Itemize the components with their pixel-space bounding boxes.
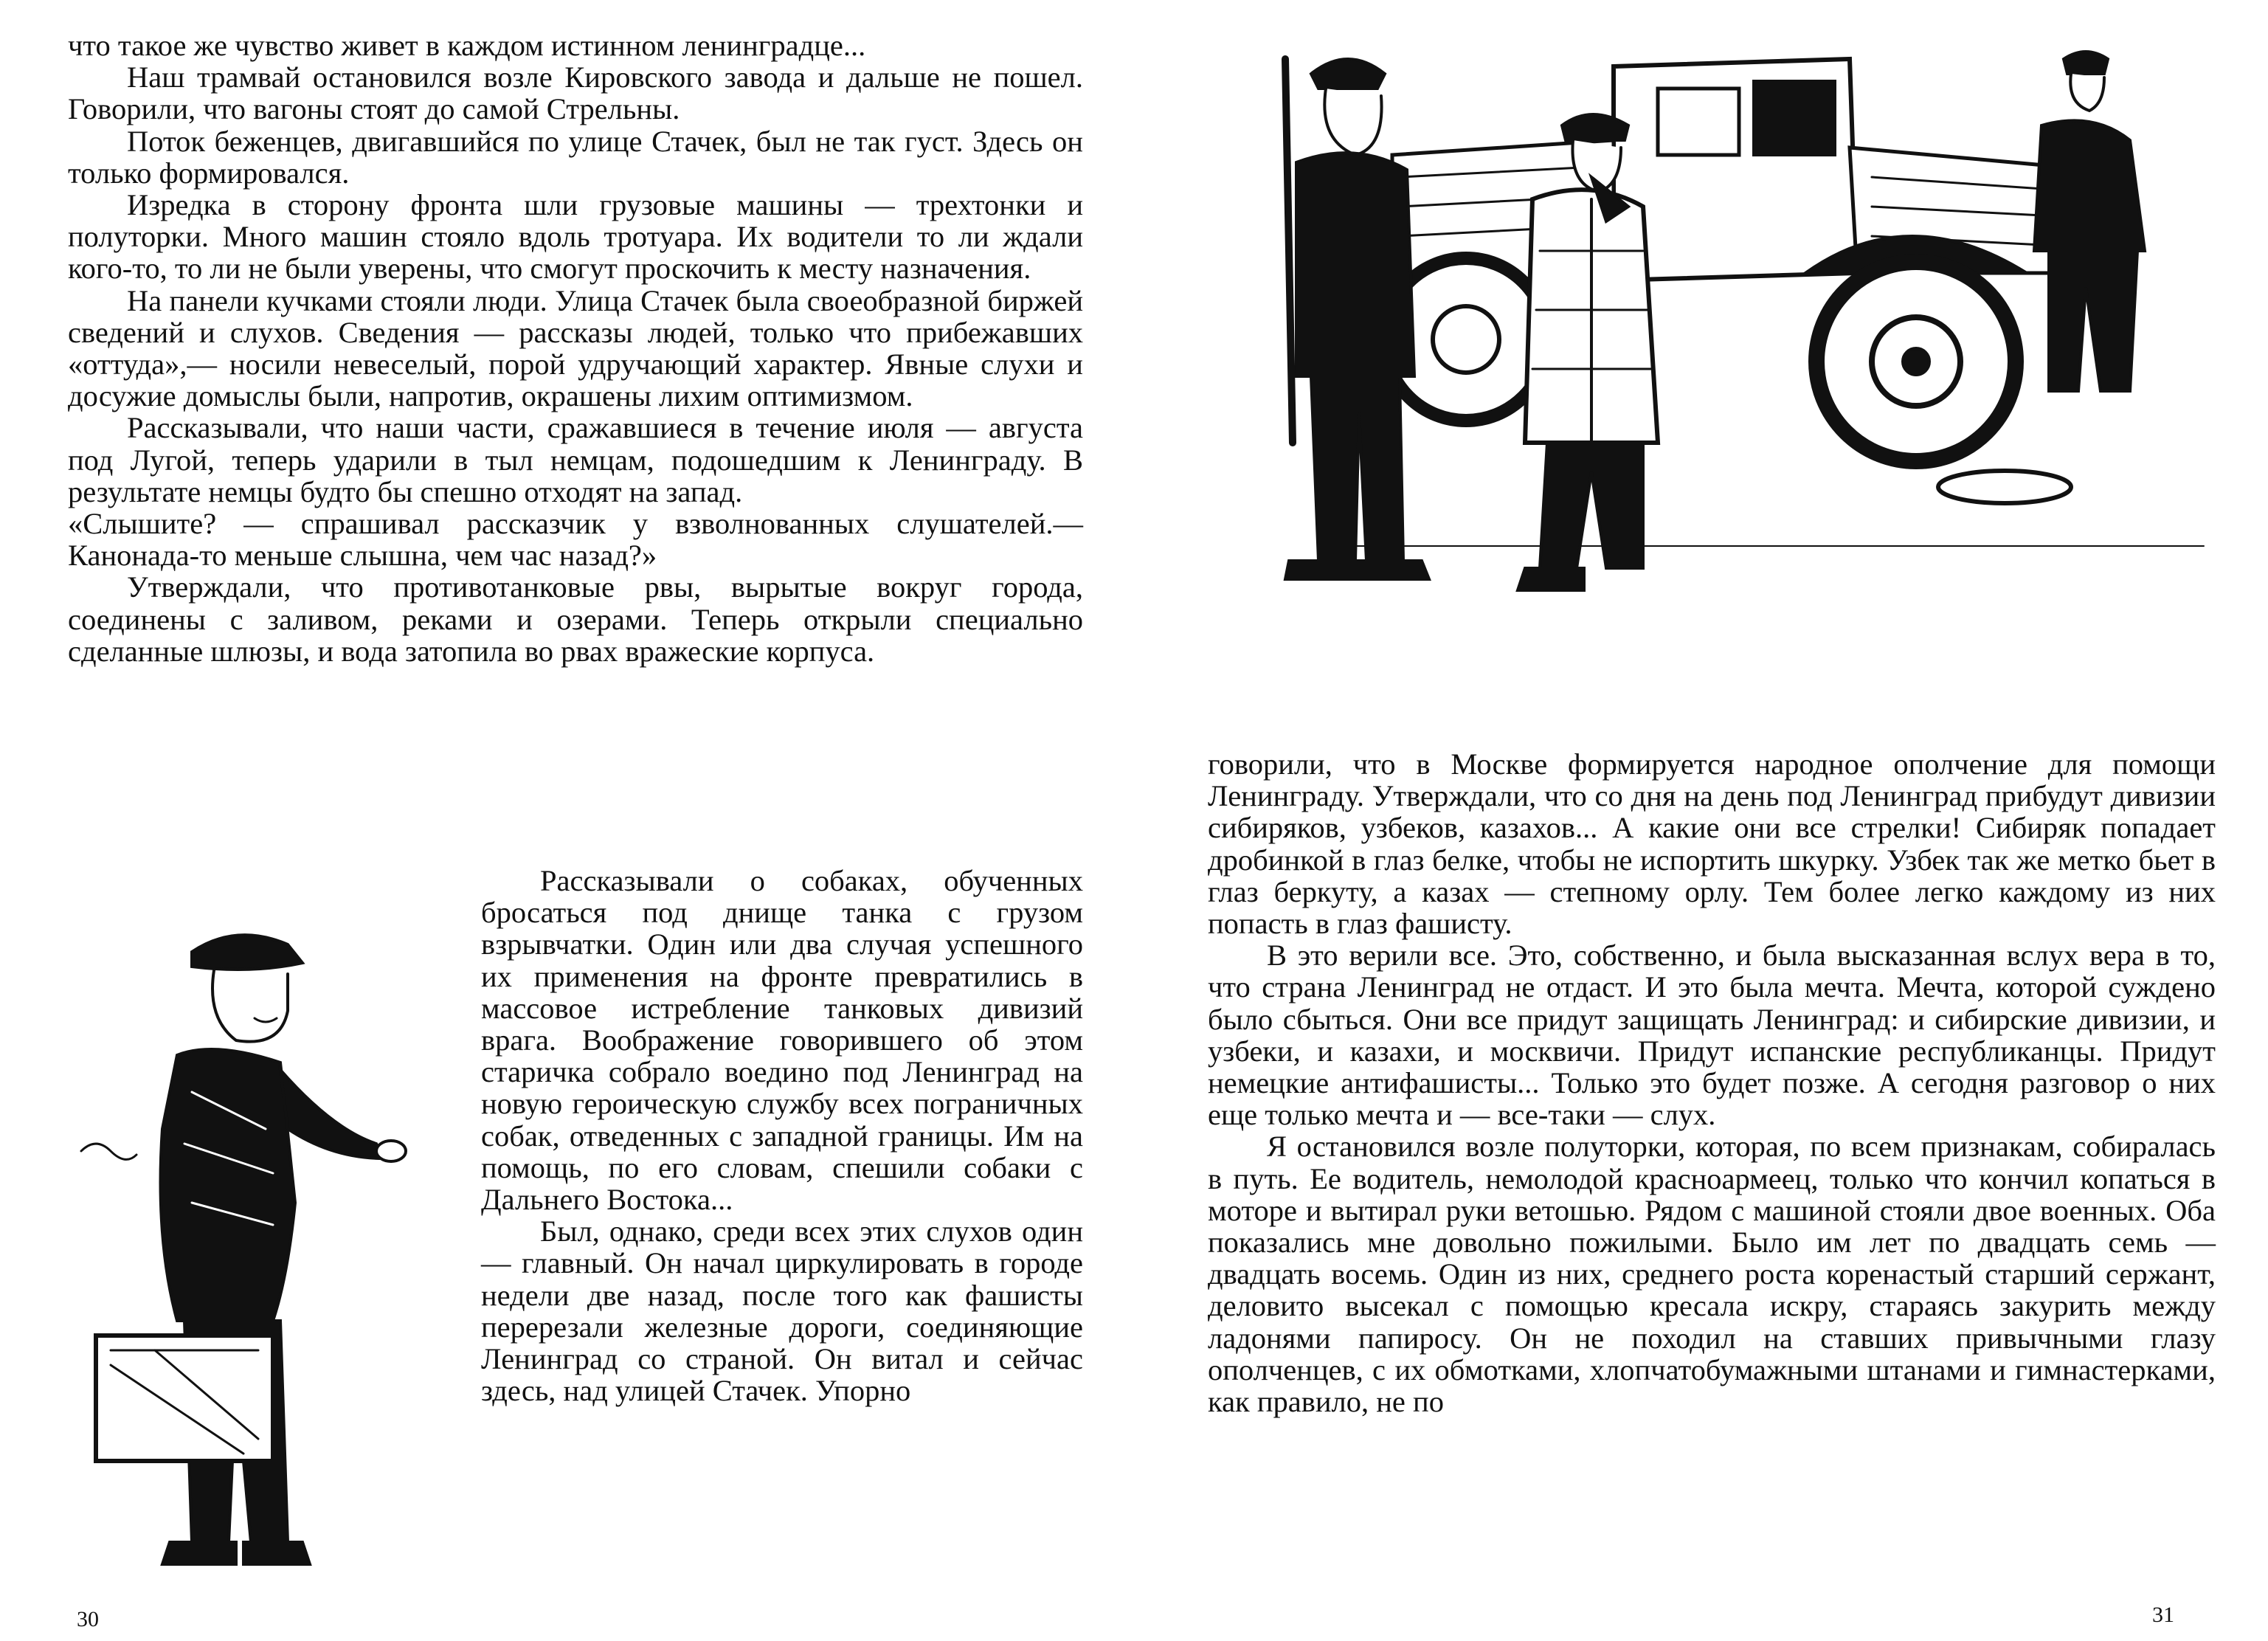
paragraph: На панели кучками стояли люди. Улица Стачек была своеобразной биржей сведений и слухов. Сведения — рассказы людей, только что прибежавших «оттуда»,— носили невеселый, порой удручающий характер. Явные слухи и досужие домыслы были, напротив, окрашены лихим оптимизмом.: [68, 283, 1083, 413]
illustration-soldiers-and-truck: [1245, 30, 2233, 605]
left-page-text-top: [68, 30, 1083, 667]
illustration-man-with-suitcase: [66, 908, 413, 1572]
paragraph: Утверждали, что противотанковые рвы, вырытые вокруг города, соединены с заливом, реками и озерами. Теперь открыли специально сделанные шлюзы, и вода затопила во рвах вражеские корпуса.: [68, 570, 1083, 668]
paragraph: Поток беженцев, двигавшийся по улице Стачек, был не так густ. Здесь он только формировался.: [68, 124, 1083, 190]
page-number: 31: [2152, 1603, 2174, 1627]
paragraph: говорили, что в Москве формируется народное ополчение для помощи Ленинграду. Утверждали, что со дня на день под Ленинград прибудут дивизии сибиряков, узбеков, казахов... А какие они все стрелки! Сибиряк попадает дробинкой в глаз белке, чтобы не испортить шкурку. Узбек так же метко бьет в глаз беркуту, а казах — степному орлу. Тем более легко каждому из них попасть в глаз фашисту.: [1208, 747, 2216, 941]
right-page: [1134, 0, 2268, 1641]
page-number: 30: [77, 1607, 99, 1631]
paragraph: Рассказывали о собаках, обученных бросаться под днище танка с грузом взрывчатки. Один или два случая успешного их применения на фронте превратились в массовое истребление танковых дивизий врага. Воображение говорившего об этом старичка собрало воедино под Ленинград на новую героическую службу всех пограничных собак, отведенных с западной границы. Им на помощь, по его словам, спешили собаки с Дальнего Востока...: [481, 864, 1083, 1217]
paragraph: Я остановился возле полуторки, которая, по всем признакам, собиралась в путь. Ее водитель, немолодой красноармеец, только что кончил копаться в моторе и вытирал руки ветошью. Рядом с машиной стояли двое военных. Оба показались мне довольно пожилыми. Было им лет по двадцать семь — двадцать восемь. Один из них, среднего роста коренастый старший сержант, деловито высекал с помощью кресала искру, стараясь закурить между ладонями папиросу. Он не походил на ставших привычными глазу ополченцев, с их обмотками, хлопчатобумажными штанами и гимнастерками, как правило, не по: [1208, 1130, 2216, 1419]
paragraph: Рассказывали, что наши части, сражавшиеся в течение июля — августа под Лугой, теперь ударили в тыл немцам, подошедшим к Ленинграду. В результате немцы будто бы спешно отходят на запад.: [68, 411, 1083, 508]
paragraph: В это верили все. Это, собственно, и была высказанная вслух вера в то, что страна Ленинград не отдаст. И это была мечта. Мечта, которой суждено было сбыться. Они все придут защищать Ленинград: и сибирские дивизии, и узбеки, и казахи, и москвичи. Придут испанские республиканцы. Придут немецкие антифашисты... Только это будет позже. А сегодня разговор о них еще только мечта и — все-таки — слух.: [1208, 939, 2216, 1132]
paragraph: Изредка в сторону фронта шли грузовые машины — трехтонки и полуторки. Много машин стояло вдоль тротуара. Их водители то ли ждали кого-то, то ли не были уверены, что смогут проскочить к месту назначения.: [68, 188, 1083, 286]
left-page-text-column: [481, 865, 1083, 1406]
paragraph: Наш трамвай остановился возле Кировского завода и дальше не пошел. Говорили, что вагоны стоят до самой Стрельны.: [68, 61, 1083, 126]
right-page-text: [1208, 748, 2216, 1417]
paragraph: что такое же чувство живет в каждом истинном ленинградце...: [68, 29, 866, 62]
paragraph: Был, однако, среди всех этих слухов один — главный. Он начал циркулировать в городе недели две назад, после того как фашисты перерезали железные дороги, соединяющие Ленинград со страной. Он витал и сейчас здесь, над улицей Стачек. Упорно: [481, 1215, 1083, 1408]
paragraph: «Слышите? — спрашивал рассказчик у взволнованных слушателей.— Канонада-то меньше слышна, чем час назад?»: [68, 507, 1083, 573]
